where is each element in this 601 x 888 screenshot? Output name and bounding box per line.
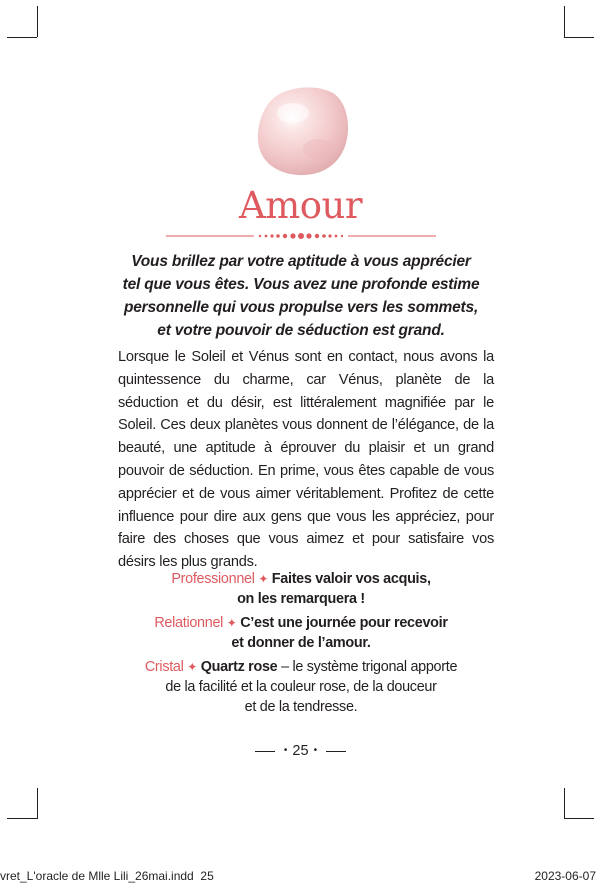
dash-line [326, 751, 346, 752]
crop-mark-bottom-right [564, 818, 594, 819]
crop-mark-bottom-left [7, 818, 37, 819]
page-number: 25 [292, 743, 309, 759]
bullet-icon: • [283, 745, 288, 757]
four-point-star-icon: ✦ [187, 660, 197, 674]
card-title: Amour [238, 184, 363, 227]
crop-mark-top-right [564, 6, 565, 37]
four-point-star-icon: ✦ [226, 616, 237, 630]
relational-text: C’est une journée pour recevoir [240, 615, 448, 631]
footer-page: 25 [200, 869, 214, 883]
intro-paragraph [100, 250, 502, 342]
relational-advice [90, 613, 512, 653]
intro-line: Vous brillez par votre aptitude à vous apprécier [131, 253, 471, 270]
crystal-advice [90, 657, 512, 717]
crop-mark-top-left [7, 37, 37, 38]
page-number-row [0, 742, 601, 760]
four-point-star-icon: ✦ [258, 572, 269, 586]
intro-line: tel que vous êtes. Vous avez une profonde estime [122, 276, 480, 293]
crop-mark-top-left [37, 6, 38, 37]
intro-line: personnelle qui vous propulse vers les sommets, [123, 299, 479, 316]
crop-mark-top-right [564, 37, 594, 38]
relational-label: Relationnel [154, 615, 224, 631]
rose-quartz-stone-icon [253, 83, 353, 183]
crystal-stone-name: Quartz rose [200, 659, 278, 675]
crystal-text: et de la tendresse. [244, 699, 358, 715]
body-text: Lorsque le Soleil et Vénus sont en contact, nous avons la quintessence du charme, car Vénus, planète de la séduction et du désir, est littéralement magnifiée par le Soleil. Ces deux planètes vous donnent de l’élégance, de la beauté, une aptitude à éprouver du plaisir et un grand pouvoir de séduction. En prime, vous êtes capable de vous apprécier et de vous aimer véritablement. Profitez de cette influence pour dire aux gens que vous les appréciez, pour faire des choses que vous aimez et pour satisfaire vos désirs les plus grands. [118, 349, 494, 571]
crystal-text: – le système trigonal apporte [277, 659, 458, 675]
body-paragraph [118, 346, 494, 574]
footer-slug [0, 868, 214, 884]
crop-mark-bottom-left [37, 788, 38, 819]
bullet-icon: • [313, 745, 318, 757]
footer-date: 2023-06-07 [534, 869, 596, 883]
professional-advice [90, 569, 512, 609]
professional-text: Faites valoir vos acquis, [271, 571, 431, 587]
professional-text: on les remarquera ! [237, 591, 365, 607]
crystal-label: Cristal [144, 659, 184, 675]
dotted-ornament-divider-icon [166, 228, 436, 244]
footer-file: vret_L'oracle de Mlle Lili_26mai.indd [0, 869, 194, 883]
intro-line: et votre pouvoir de séduction est grand. [157, 322, 445, 339]
crystal-text: de la facilité et la couleur rose, de la douceur [165, 679, 437, 695]
professional-label: Professionnel [171, 571, 255, 587]
relational-text: et donner de l’amour. [231, 635, 371, 651]
crop-mark-bottom-right [564, 788, 565, 819]
dash-line [255, 751, 275, 752]
